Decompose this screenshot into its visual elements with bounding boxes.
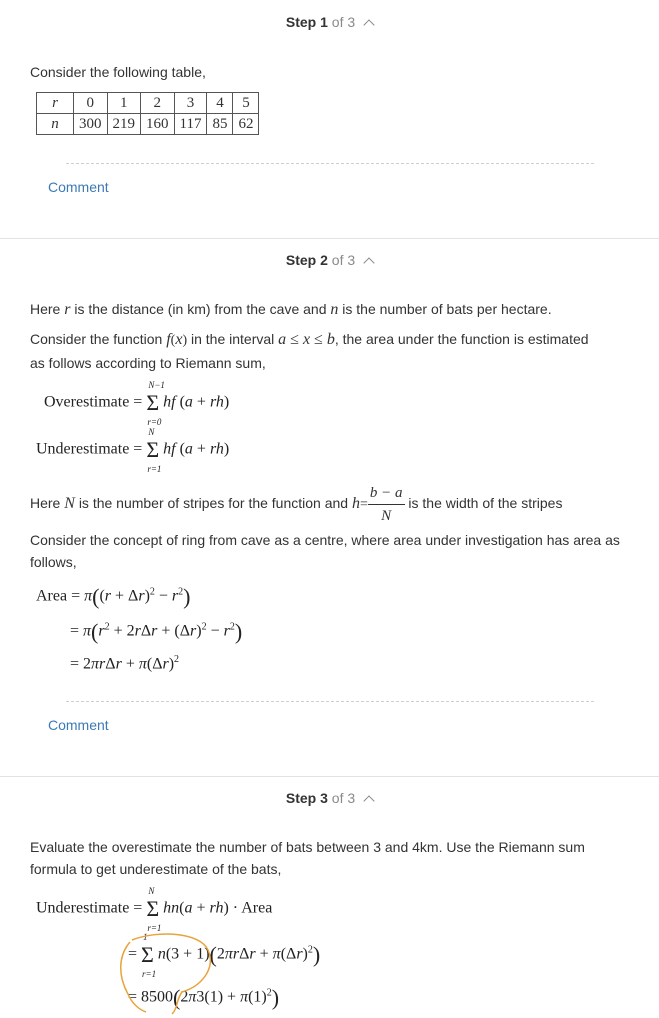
- underestimate-evaluation-line-1: Underestimate = Σ N r=1 hn(a + rh) · Area: [36, 886, 273, 933]
- underestimate-evaluation-line-2: = Σ 1 r=1 $n(3 + 1)(2\pi r\Delta r + \pi(\Delta r)^2)$: [128, 932, 321, 979]
- table-row: r 0 1 2 3 4 5: [37, 93, 259, 114]
- area-formula-line-2: = $\pi(r^2 + 2r\Delta r + (\Delta r)^2 - r^2)$: [70, 619, 243, 644]
- step-2-header[interactable]: Step 2 of 3: [0, 252, 659, 268]
- data-table: [36, 92, 259, 135]
- step-1-header[interactable]: Step 1 of 3: [0, 14, 659, 30]
- step-3-header[interactable]: Step 3 of 3: [0, 790, 659, 806]
- chevron-up-icon: [363, 257, 374, 268]
- chevron-up-icon: [363, 795, 374, 806]
- step-2-paragraph-2: Consider the function f(x) in the interval a ≤ x ≤ b, the area under the function is estimated as follows according to Riemann sum,: [30, 331, 589, 371]
- section-separator: [0, 776, 659, 777]
- comment-link-step-1[interactable]: Comment: [48, 179, 109, 195]
- handwritten-annotation: [112, 928, 222, 1018]
- comment-link-step-2[interactable]: Comment: [48, 717, 109, 733]
- underestimate-formula: Underestimate = Σ N r=1 hf (a + rh): [36, 427, 230, 474]
- divider: [66, 163, 594, 164]
- divider: [66, 701, 594, 702]
- table-row: n 300 219 160 117 85 62: [37, 114, 259, 135]
- overestimate-formula: Overestimate = Σ N−1 r=0 hf (a + rh): [44, 380, 230, 427]
- underestimate-evaluation-line-3: = $8500(2\pi 3(1) + \pi(1)^2)$: [128, 985, 280, 1010]
- area-formula-line-3: = $2\pi r\Delta r + \pi(\Delta r)^2$: [70, 654, 180, 673]
- area-formula-line-1: Area = $\pi((r + \Delta r)^2 - r^2)$: [36, 584, 191, 609]
- section-separator: [0, 238, 659, 239]
- step-2-paragraph-1: Here r is the distance (in km) from the cave and n is the number of bats per hectare.: [30, 301, 552, 318]
- step-2-paragraph-4: Consider the concept of ring from cave as a centre, where area under investigation has area as follows,: [30, 532, 620, 570]
- step-3-paragraph: Evaluate the overestimate the number of bats between 3 and 4km. Use the Riemann sum formula to get underestimate of the bats,: [30, 839, 585, 877]
- step-1-intro: Consider the following table,: [30, 64, 206, 80]
- chevron-up-icon: [363, 19, 374, 30]
- step-2-paragraph-3: Here N is the number of stripes for the function and h= $\frac{b - a}{N}$ is the width of the stripes: [30, 482, 630, 527]
